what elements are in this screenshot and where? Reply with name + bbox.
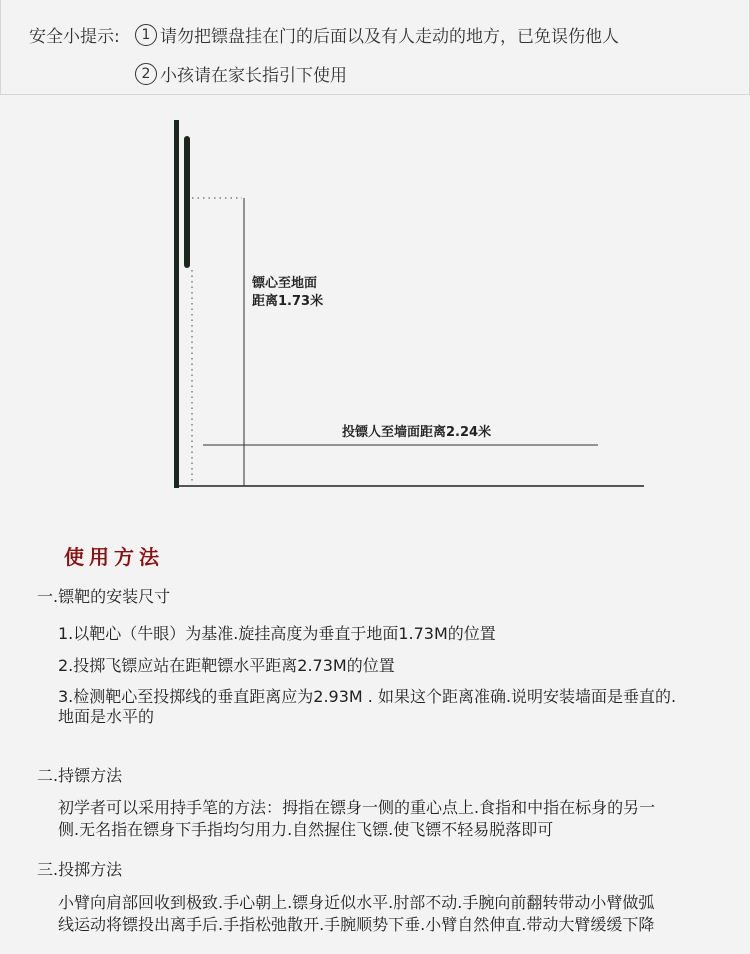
safety-tip-text-1: 请勿把镖盘挂在门的后面以及有人走动的地方，已免误伤他人 [160,27,619,47]
circled-number-2: 2 [135,63,157,85]
wall-line [174,120,179,488]
section2-heading: 二.持镖方法 [37,766,123,785]
safety-tip-panel [0,0,750,95]
section2-line-1: 初学者可以采用持手笔的方法：拇指在镖身一侧的重心点上.食指和中指在标身的另一 [58,798,656,817]
circled-number-1: 1 [135,24,157,46]
height-label-line1: 镖心至地面 [252,276,318,291]
section1-item-3: 3.检测靶心至投掷线的垂直距离应为2.93M . 如果这个距离准确.说明安装墙面是垂直的. [58,687,677,706]
section1-item-2: 2.投掷飞镖应站在距靶镖水平距离2.73M的位置 [58,656,395,675]
section3-heading: 三.投掷方法 [37,860,123,879]
safety-tip-item-2 [135,61,347,87]
section3-line-1: 小臂向肩部回收到极致.手心朝上.镖身近似水平.肘部不动.手腕向前翻转带动小臂做弧 [58,893,655,912]
section1-heading: 一.镖靶的安装尺寸 [37,587,171,606]
safety-tip-item-1 [135,22,619,48]
dartboard-installation-diagram [0,94,750,514]
section1-item-1: 1.以靶心（牛眼）为基准.旋挂高度为垂直于地面1.73M的位置 [58,624,496,643]
dartboard-side [184,136,190,268]
safety-tip-text-2: 小孩请在家长指引下使用 [160,66,347,86]
safety-tip-label: 安全小提示: [29,27,120,47]
usage-title: 使用方法 [64,545,164,569]
height-label-line2: 距离1.73米 [252,294,324,309]
section3-line-2: 线运动将镖投出离手后.手指松弛散开.手腕顺势下垂.小臂自然伸直.带动大臂缓缓下降 [58,915,655,934]
section1-item-3-cont: 地面是水平的 [58,707,155,726]
distance-label: 投镖人至墙面距离2.24米 [342,425,492,440]
section2-line-2: 侧.无名指在镖身下手指均匀用力.自然握住飞镖.使飞镖不轻易脱落即可 [58,820,554,839]
